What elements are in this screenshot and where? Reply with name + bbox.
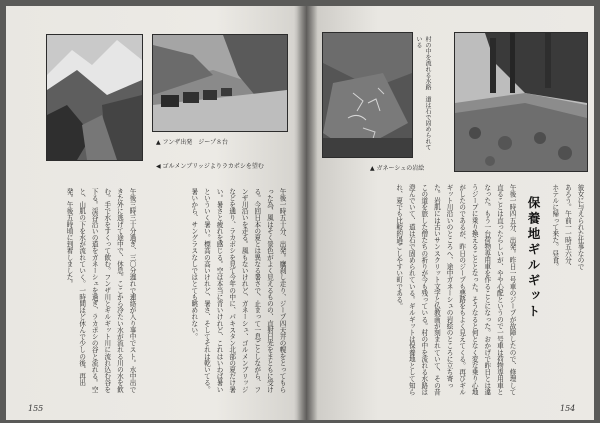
caption-ganesh: ▲ ガネーシュの岩絵 bbox=[370, 165, 425, 172]
caption-jeeps: ▲ フンザ出発 ジープ８台 bbox=[156, 139, 228, 146]
left-page-number: 155 bbox=[28, 404, 44, 413]
right-page bbox=[306, 6, 594, 420]
photo-mountain-valley bbox=[46, 34, 143, 161]
photo-village-stone-wall bbox=[454, 32, 588, 172]
section-heading: 保養地ギルギット bbox=[526, 196, 541, 320]
right-body-top-block: 彼女に与えられた仕事なのであろう。午前一一時五六分、ホテルに帰って来た。昼食。 bbox=[550, 184, 584, 270]
right-page-number: 154 bbox=[560, 404, 576, 413]
left-page bbox=[6, 6, 306, 420]
photo-ganesh-rock-carving bbox=[322, 32, 413, 158]
caption-rakaposhi: ◀ ゴルメンブリッジよりラカポシを望む bbox=[156, 163, 264, 170]
left-body-right-block: 午後一時五十分、出発。鷹刹し走り、ジープ四天井の幌をとってもらった為、風はそく景色がよく見えるものの、直射日光をまともに受ける。今回日本の夏とは異なる暑さで、止まって一息ごとしながら、フンザ川沿いを走る。風もないけれど、ガネーシュ、ゴルメンブリッジなどを通り、ラカポシを見て今年の中に、パキスタン北部の夏だけ暑い。暑さと疲れを感じる。空は本当に青いけれど、これはいわば暑いといういく暑い。標高の高いけれど、暑さ、そしてそれは乾いてる。暑いから、サングラスなしではとても眺めれない。 bbox=[189, 188, 286, 393]
book-spread bbox=[6, 6, 594, 420]
caption-village-waterway: 村の中を流れる水路 道は石で固められている bbox=[415, 36, 431, 150]
right-body-bottom-block: 午後一時四五分、出発。昨日一号車のジープが故障したので、修理して直ることは直ったらしいが、やや心配というので一号車は荷物専用車となった。もう一台荷物専用車を作ることになった。おかげで昨日とは違うジープに乗り換えることとなった。そうなると何となく変な乗り心地がしたのであるが、昨日のジープも悪路をもよく見えてくる。再びギルギット川沿いのところへ、途中ガネーシュの岩絵のところに立ち寄った。岩肌には古いサンスクリット文字と仏教画が刻まれていて、その昔この道を旅した僧たちの祈りが今も残っている。村の中を流れる水路は澄んでいて、道は石で固められている。ギルギットは保養地として知られ、夏でも比較的過ごしやすい町である。 bbox=[394, 184, 516, 396]
photo-jeeps-on-road bbox=[152, 34, 288, 132]
left-body-left-block: 午後三時三十分過ぎ、三〇分遅れで連絡が入り事中でスト。水中出できた外に逃げて途中で、休息。ここから冷たい水が流れる川の水を飲む。手で水をすくって飲む。フンザ川とギルギット川に流れ込む谷を下る。渓谷沿いの道をガネーシュを過ぎ、ラカポシの谷と流れる。空と、山肌の下を水が流れていく。一時間ほど休んで少しの後、再出発。午後五時頃に到着しました。 bbox=[65, 188, 136, 393]
